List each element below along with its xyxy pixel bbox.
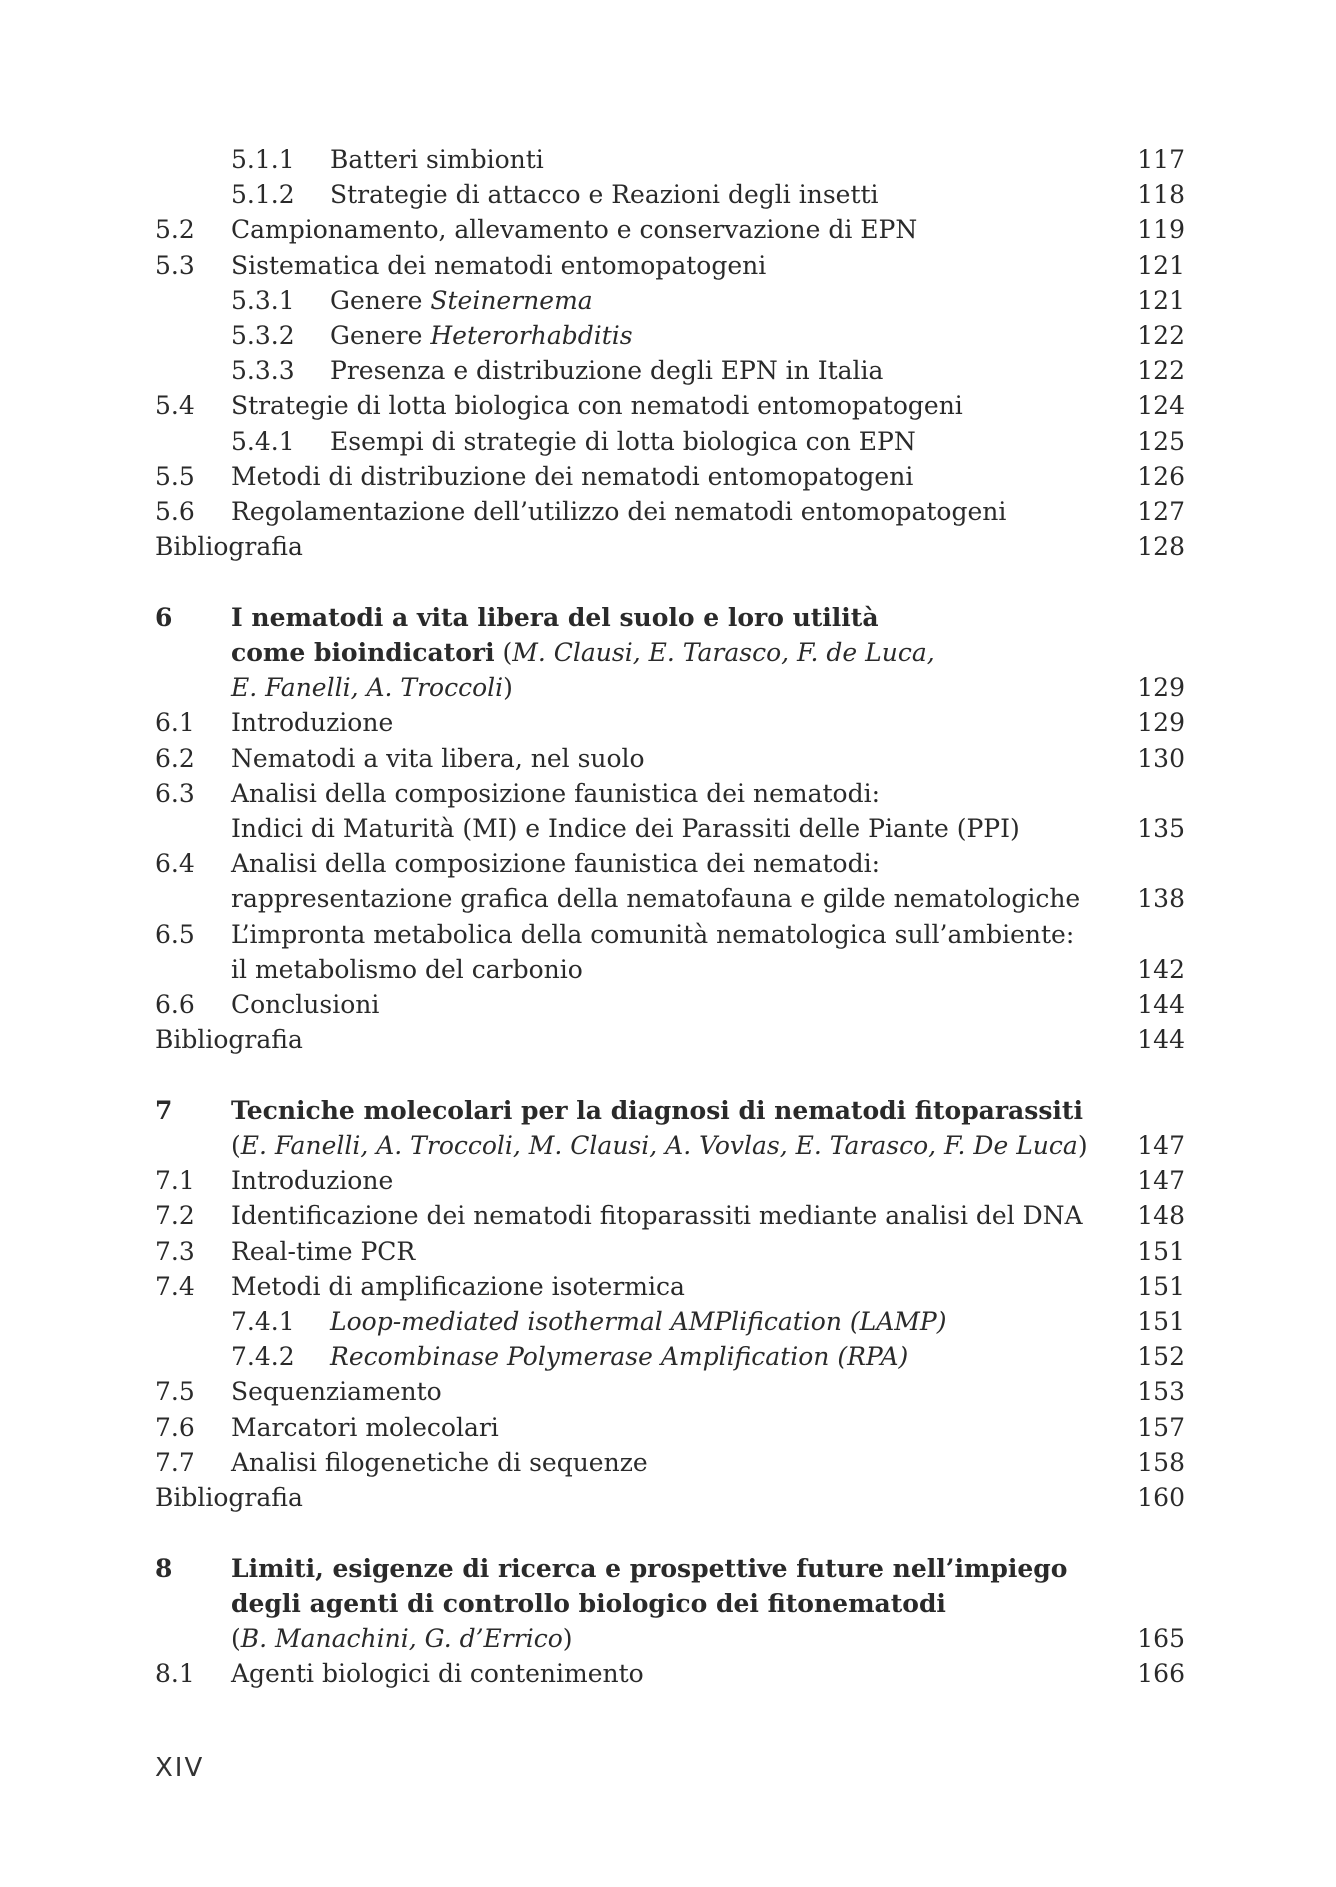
toc-title-segment: Analisi della composizione faunistica dei nematodi: bbox=[231, 849, 881, 879]
toc-title-segment: Genere bbox=[330, 320, 431, 350]
toc-entry-number: 5.2 bbox=[155, 215, 195, 245]
toc-entry-page: 151 bbox=[1137, 1271, 1185, 1301]
toc-entry-title bbox=[231, 846, 880, 881]
toc-entry-title bbox=[155, 529, 303, 564]
toc-entry bbox=[155, 600, 1185, 635]
toc-entry-number: 7.7 bbox=[155, 1447, 195, 1477]
toc-title-segment: Analisi filogenetiche di sequenze bbox=[231, 1447, 648, 1477]
toc-entry-page: 152 bbox=[1137, 1342, 1185, 1372]
toc-entry bbox=[155, 670, 1185, 705]
toc-title-segment: Strategie di lotta biologica con nematodi entomopatogeni bbox=[231, 391, 963, 421]
toc-entry bbox=[155, 1374, 1185, 1409]
toc-entry bbox=[155, 1551, 1185, 1586]
toc-entry-title bbox=[231, 1445, 648, 1480]
toc-title-segment: come bioindicatori bbox=[231, 638, 495, 668]
toc-entry-title bbox=[330, 353, 883, 388]
toc-entry-title bbox=[231, 1410, 499, 1445]
toc-title-segment: Presenza e distribuzione degli EPN in Italia bbox=[330, 356, 884, 386]
toc-entry bbox=[155, 917, 1185, 952]
toc-entry-page: 121 bbox=[1137, 250, 1185, 280]
toc-entry bbox=[155, 846, 1185, 881]
toc-entry bbox=[155, 212, 1185, 247]
toc-title-segment: Bibliografia bbox=[155, 1482, 303, 1512]
toc-entry-title bbox=[231, 635, 935, 670]
toc-entry-title bbox=[330, 1339, 908, 1374]
toc-entry-page: 148 bbox=[1137, 1201, 1185, 1231]
toc-entry-number: 5.4 bbox=[155, 391, 195, 421]
toc-entry-title bbox=[231, 1163, 393, 1198]
toc-entry-number: 6.1 bbox=[155, 708, 195, 738]
toc-title-segment: Strategie di attacco e Reazioni degli insetti bbox=[330, 180, 879, 210]
toc-entry-number: 7.5 bbox=[155, 1377, 195, 1407]
toc-entry-page: 117 bbox=[1137, 145, 1185, 174]
toc-entry-number: 7.4.2 bbox=[231, 1342, 295, 1372]
toc-entry-title bbox=[231, 1621, 573, 1656]
toc-entry-number: 7.3 bbox=[155, 1236, 195, 1266]
toc-entry-page: 128 bbox=[1137, 532, 1185, 562]
section-gap bbox=[155, 1057, 1185, 1093]
toc-entry-page: 144 bbox=[1137, 1025, 1185, 1055]
toc-entry bbox=[155, 1621, 1185, 1656]
toc-entry-title bbox=[231, 881, 1080, 916]
toc-entry-number: 5.3.1 bbox=[231, 285, 295, 315]
toc-title-segment: E. Fanelli, A. Troccoli bbox=[231, 673, 504, 703]
toc-entry bbox=[155, 811, 1185, 846]
toc-title-segment: Regolamentazione dell’utilizzo dei nematodi entomopatogeni bbox=[231, 496, 1007, 526]
toc-entry bbox=[155, 459, 1185, 494]
toc-title-segment: Genere bbox=[330, 285, 431, 315]
toc-entry-page: 118 bbox=[1137, 180, 1185, 210]
toc-entry-number: 7.1 bbox=[155, 1166, 195, 1196]
toc-entry-page: 166 bbox=[1137, 1659, 1185, 1689]
toc-title-segment: ( bbox=[231, 1131, 241, 1161]
toc-title-segment: Bibliografia bbox=[155, 1025, 303, 1055]
toc-entry bbox=[155, 705, 1185, 740]
toc-title-segment: Indici di Maturità (MI) e Indice dei Parassiti delle Piante (PPI) bbox=[231, 813, 1020, 843]
toc-entry-number: 5.3.2 bbox=[231, 320, 295, 350]
toc-entry-title bbox=[330, 1304, 946, 1339]
toc-entry-page: 130 bbox=[1137, 743, 1185, 773]
toc-entry-number: 6.3 bbox=[155, 778, 195, 808]
toc-entry bbox=[155, 177, 1185, 212]
toc-entry-page: 122 bbox=[1137, 356, 1185, 386]
toc-title-segment: Limiti, esigenze di ricerca e prospettive future nell’impiego bbox=[231, 1553, 1068, 1583]
toc-entry-number: 8 bbox=[155, 1553, 173, 1583]
toc-title-segment: ( bbox=[231, 1624, 241, 1654]
toc-entry-number: 6.2 bbox=[155, 743, 195, 773]
toc-entry-page: 165 bbox=[1137, 1624, 1185, 1654]
toc-title-segment: Campionamento, allevamento e conservazione di EPN bbox=[231, 215, 918, 245]
toc-entry-page: 160 bbox=[1137, 1482, 1185, 1512]
toc-title-segment: Marcatori molecolari bbox=[231, 1412, 499, 1442]
toc-entry-title bbox=[231, 1586, 946, 1621]
toc-entry bbox=[155, 1656, 1185, 1691]
toc-entry bbox=[155, 424, 1185, 459]
toc-title-segment: ) bbox=[562, 1624, 573, 1654]
toc-title-segment: E. Fanelli, A. Troccoli, M. Clausi, A. Vovlas, E. Tarasco, F. De Luca bbox=[240, 1131, 1078, 1161]
toc-entry-title bbox=[231, 1551, 1067, 1586]
toc-entry bbox=[155, 1586, 1185, 1621]
toc-entry bbox=[155, 318, 1185, 353]
toc-title-segment: Tecniche molecolari per la diagnosi di nematodi fitoparassiti bbox=[231, 1095, 1083, 1125]
toc-title-segment: L’impronta metabolica della comunità nematologica sull’ambiente: bbox=[231, 919, 1075, 949]
toc-entry-title bbox=[231, 388, 963, 423]
toc-entry-page: 158 bbox=[1137, 1447, 1185, 1477]
toc-entry-title bbox=[231, 1656, 644, 1691]
toc-entry-number: 7.4 bbox=[155, 1271, 195, 1301]
toc-entry-title bbox=[231, 776, 880, 811]
toc-entry-title bbox=[231, 811, 1020, 846]
toc-entry bbox=[155, 1198, 1185, 1233]
toc-entry-page: 157 bbox=[1137, 1412, 1185, 1442]
toc-entry-page: 151 bbox=[1137, 1307, 1185, 1336]
toc-title-segment: ) bbox=[503, 673, 513, 703]
toc-title-segment: Introduzione bbox=[231, 708, 394, 738]
toc-entry bbox=[155, 881, 1185, 916]
toc-entry bbox=[155, 1093, 1185, 1128]
toc-entry-page: 127 bbox=[1137, 496, 1185, 526]
toc-title-segment: Conclusioni bbox=[231, 989, 380, 1019]
toc-entry-number: 5.1.2 bbox=[231, 180, 295, 210]
toc-title-segment: Real-time PCR bbox=[231, 1236, 416, 1266]
toc-entry-page: 144 bbox=[1137, 989, 1185, 1019]
toc-entry bbox=[155, 776, 1185, 811]
toc-entry-page: 147 bbox=[1137, 1166, 1185, 1196]
toc-title-segment: Heterorhabditis bbox=[430, 320, 633, 350]
toc-entry-title bbox=[231, 1374, 442, 1409]
toc-entry-title bbox=[231, 670, 513, 705]
toc-entry-number: 5.6 bbox=[155, 496, 195, 526]
toc-entry bbox=[155, 353, 1185, 388]
toc-title-segment: Steinernema bbox=[430, 285, 593, 315]
toc-entry-title bbox=[231, 459, 913, 494]
toc-entry-number: 7.4.1 bbox=[231, 1307, 295, 1336]
toc-title-segment: Loop-mediated isothermal AMPlification (LAMP) bbox=[330, 1307, 947, 1336]
toc-title-segment: B. Manachini, G. d’Errico bbox=[240, 1624, 563, 1654]
toc-entry-title bbox=[330, 142, 544, 177]
toc-entry-title bbox=[231, 1234, 415, 1269]
toc-entry bbox=[155, 142, 1185, 177]
toc-entry-number: 7.2 bbox=[155, 1201, 195, 1231]
toc-title-segment: Bibliografia bbox=[155, 532, 303, 562]
toc-entry-title bbox=[231, 1198, 1083, 1233]
toc-title-segment: Recombinase Polymerase Amplification (RPA) bbox=[330, 1342, 909, 1372]
toc-entry bbox=[155, 388, 1185, 423]
toc-entry bbox=[155, 283, 1185, 318]
toc-title-segment: Metodi di amplificazione isotermica bbox=[231, 1271, 685, 1301]
toc-entry-title bbox=[231, 741, 645, 776]
toc-entry-title bbox=[330, 177, 879, 212]
toc-title-segment: Introduzione bbox=[231, 1166, 394, 1196]
toc-entry-number: 7 bbox=[155, 1095, 173, 1125]
toc-entry-title bbox=[231, 987, 379, 1022]
section-gap bbox=[155, 1515, 1185, 1551]
toc-entry-page: 125 bbox=[1137, 426, 1185, 456]
toc-entry-number: 6.6 bbox=[155, 989, 195, 1019]
toc-title-segment: Esempi di strategie di lotta biologica con EPN bbox=[330, 426, 916, 456]
toc-entry-page: 138 bbox=[1137, 884, 1185, 914]
toc-title-segment: ( bbox=[494, 638, 513, 668]
toc-title-segment: rappresentazione grafica della nematofauna e gilde nematologiche bbox=[231, 884, 1081, 914]
toc-entry-number: 5.3.3 bbox=[231, 356, 295, 386]
toc-title-segment: M. Clausi, E. Tarasco, F. de Luca, bbox=[512, 638, 935, 668]
toc-entry-title bbox=[330, 318, 633, 353]
toc-entry-title bbox=[231, 1093, 1083, 1128]
toc-entry bbox=[155, 494, 1185, 529]
toc-entry-title bbox=[231, 705, 393, 740]
toc-title-segment: Sequenziamento bbox=[231, 1377, 442, 1407]
toc-entry-page: 122 bbox=[1137, 320, 1185, 350]
toc-entry bbox=[155, 529, 1185, 564]
toc-title-segment: I nematodi a vita libera del suolo e loro utilità bbox=[231, 602, 879, 632]
toc-entry-title bbox=[231, 1128, 1088, 1163]
toc-title-segment: Nematodi a vita libera, nel suolo bbox=[231, 743, 645, 773]
toc-entry-number: 5.3 bbox=[155, 250, 195, 280]
toc-entry-page: 121 bbox=[1137, 285, 1185, 315]
toc-entry bbox=[155, 1304, 1185, 1339]
toc-entry-title bbox=[231, 212, 917, 247]
toc-entry-page: 119 bbox=[1137, 215, 1185, 245]
toc-entry bbox=[155, 1480, 1185, 1515]
toc-entry-title bbox=[231, 1269, 685, 1304]
toc-entry-page: 124 bbox=[1137, 391, 1185, 421]
toc-entry bbox=[155, 952, 1185, 987]
toc-entry bbox=[155, 1128, 1185, 1163]
toc-entry-title bbox=[330, 424, 916, 459]
toc-entry-page: 135 bbox=[1137, 813, 1185, 843]
toc-entry-page: 129 bbox=[1137, 673, 1185, 703]
toc-entry-title bbox=[231, 494, 1006, 529]
toc-entry bbox=[155, 1234, 1185, 1269]
toc-entry-title bbox=[231, 952, 583, 987]
toc-entry bbox=[155, 1445, 1185, 1480]
toc-title-segment: Analisi della composizione faunistica dei nematodi: bbox=[231, 778, 881, 808]
toc-entry-page: 147 bbox=[1137, 1131, 1185, 1161]
toc-entry-number: 6 bbox=[155, 602, 173, 632]
toc-title-segment: Sistematica dei nematodi entomopatogeni bbox=[231, 250, 767, 280]
toc-entry bbox=[155, 1022, 1185, 1057]
toc-entry bbox=[155, 1339, 1185, 1374]
toc-entry-title bbox=[330, 283, 593, 318]
toc-entry-title bbox=[231, 600, 879, 635]
toc-entry-page: 151 bbox=[1137, 1236, 1185, 1266]
toc-entry bbox=[155, 1269, 1185, 1304]
toc-entry bbox=[155, 248, 1185, 283]
toc-entry-title bbox=[231, 248, 766, 283]
toc-title-segment: degli agenti di controllo biologico dei fitonematodi bbox=[231, 1588, 946, 1618]
toc-title-segment: ) bbox=[1077, 1131, 1088, 1161]
toc-entry-page: 153 bbox=[1137, 1377, 1185, 1407]
toc-entry-number: 6.5 bbox=[155, 919, 195, 949]
toc-entry-title bbox=[231, 917, 1074, 952]
section-gap bbox=[155, 564, 1185, 600]
toc-title-segment: Agenti biologici di contenimento bbox=[231, 1659, 644, 1689]
toc-entry bbox=[155, 987, 1185, 1022]
toc-title-segment: il metabolismo del carbonio bbox=[231, 954, 583, 984]
table-of-contents bbox=[155, 142, 1185, 1691]
toc-entry-number: 7.6 bbox=[155, 1412, 195, 1442]
toc-title-segment: Identificazione dei nematodi fitoparassiti mediante analisi del DNA bbox=[231, 1201, 1083, 1231]
toc-entry-title bbox=[155, 1480, 303, 1515]
toc-entry-page: 129 bbox=[1137, 708, 1185, 738]
toc-entry bbox=[155, 1410, 1185, 1445]
toc-entry-number: 6.4 bbox=[155, 849, 195, 879]
toc-title-segment: Metodi di distribuzione dei nematodi entomopatogeni bbox=[231, 461, 914, 491]
toc-entry-number: 5.4.1 bbox=[231, 426, 295, 456]
toc-entry bbox=[155, 741, 1185, 776]
toc-entry bbox=[155, 1163, 1185, 1198]
toc-entry-page: 126 bbox=[1137, 461, 1185, 491]
toc-title-segment: Batteri simbionti bbox=[330, 145, 544, 174]
toc-entry-number: 5.5 bbox=[155, 461, 195, 491]
page-number-folio: XIV bbox=[155, 1753, 205, 1783]
toc-entry-page: 142 bbox=[1137, 954, 1185, 984]
toc-entry bbox=[155, 635, 1185, 670]
toc-entry-title bbox=[155, 1022, 303, 1057]
toc-entry-number: 8.1 bbox=[155, 1659, 195, 1689]
toc-entry-number: 5.1.1 bbox=[231, 145, 295, 174]
